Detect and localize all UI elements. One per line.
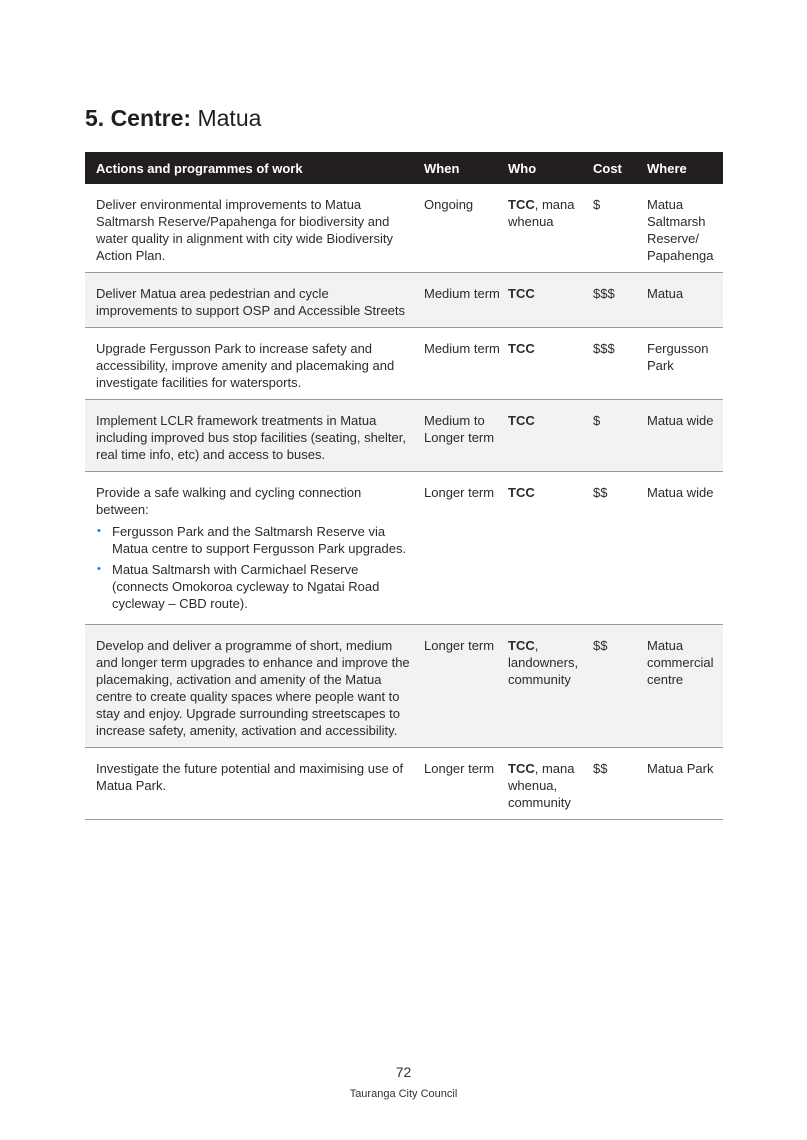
when-cell: Ongoing (424, 184, 508, 273)
when-cell: Medium term (424, 273, 508, 328)
cost-cell: $$ (593, 748, 647, 820)
who-bold: TCC (508, 286, 535, 301)
table-row (85, 400, 723, 472)
who-bold: TCC (508, 341, 535, 356)
where-cell: Matua wide (647, 400, 723, 472)
when-cell: Medium to Longer term (424, 400, 508, 472)
action-text: Deliver Matua area pedestrian and cycle improvements to support OSP and Accessible Streets (96, 286, 406, 318)
action-text: Develop and deliver a programme of short, medium and longer term upgrades to enhance and improve the placemaking, activation and amenity of the Matua centre to create quality spaces where people want to stay and enjoy. Upgrade surrounding streetscapes to increase safety, amenity, activation and accessibility. (96, 638, 410, 738)
when-cell: Longer term (424, 748, 508, 820)
who-cell (508, 184, 593, 273)
who-cell (508, 273, 593, 328)
table-row (85, 328, 723, 400)
action-cell (85, 625, 424, 748)
header-when: When (424, 152, 508, 184)
action-text: Upgrade Fergusson Park to increase safety and accessibility, improve amenity and placemaking and investigate facilities for watersports. (96, 341, 395, 390)
bullet-item: • Matua Saltmarsh with Carmichael Reserve (connects Omokoroa cycleway to Ngatai Road cycleway – CBD route). (112, 561, 410, 612)
when-cell: Longer term (424, 625, 508, 748)
who-rest: , mana whenua, community (508, 761, 575, 810)
title-rest: Matua (197, 105, 262, 131)
who-bold: TCC (508, 197, 535, 212)
table-row (85, 748, 723, 820)
action-cell (85, 472, 424, 625)
action-cell (85, 273, 424, 328)
who-rest: , mana whenua (508, 197, 575, 229)
footer-text: Tauranga City Council (349, 1088, 458, 1100)
who-bold: TCC (508, 485, 535, 500)
table-body (85, 184, 723, 820)
table-row (85, 273, 723, 328)
header-who: Who (508, 152, 593, 184)
header-where: Where (647, 152, 723, 184)
action-cell (85, 748, 424, 820)
who-bold: TCC (508, 761, 535, 776)
title-bold: 5. Centre: (85, 105, 192, 131)
page-title (85, 104, 261, 132)
who-bold: TCC (508, 413, 535, 428)
cost-cell: $ (593, 184, 647, 273)
table-header (85, 152, 723, 184)
table-row (85, 472, 723, 625)
who-bold: TCC (508, 638, 535, 653)
header-actions: Actions and programmes of work (85, 152, 424, 184)
cost-cell: $ (593, 400, 647, 472)
actions-table (85, 152, 723, 820)
who-cell (508, 472, 593, 625)
action-text: Provide a safe walking and cycling connection between: (96, 485, 362, 517)
who-cell (508, 748, 593, 820)
table-row (85, 625, 723, 748)
page-number: 72 (395, 1064, 412, 1080)
where-cell: Matua commercial centre (647, 625, 723, 748)
action-text: Implement LCLR framework treatments in Matua including improved bus stop facilities (seating, shelter, real time info, etc) and access to buses. (96, 413, 406, 462)
cost-cell: $$$ (593, 328, 647, 400)
action-cell (85, 400, 424, 472)
action-cell (85, 328, 424, 400)
action-cell (85, 184, 424, 273)
cost-cell: $$ (593, 625, 647, 748)
who-cell (508, 400, 593, 472)
header-cost: Cost (593, 152, 647, 184)
where-cell: Matua Saltmarsh Reserve/ Papahenga (647, 184, 723, 273)
action-text: Deliver environmental improvements to Matua Saltmarsh Reserve/Papahenga for biodiversity and water quality in alignment with city wide Biodiversity Action Plan. (96, 197, 393, 263)
where-cell: Matua (647, 273, 723, 328)
where-cell: Matua Park (647, 748, 723, 820)
table-row (85, 184, 723, 273)
where-cell: Fergusson Park (647, 328, 723, 400)
who-cell (508, 625, 593, 748)
bullet-list (96, 523, 410, 612)
where-cell: Matua wide (647, 472, 723, 625)
when-cell: Longer term (424, 472, 508, 625)
who-rest: , landowners, community (508, 638, 579, 687)
action-text: Investigate the future potential and maximising use of Matua Park. (96, 761, 404, 793)
when-cell: Medium term (424, 328, 508, 400)
bullet-item: • Fergusson Park and the Saltmarsh Reserve via Matua centre to support Fergusson Park upgrades. (112, 523, 410, 557)
who-cell (508, 328, 593, 400)
cost-cell: $$ (593, 472, 647, 625)
cost-cell: $$$ (593, 273, 647, 328)
